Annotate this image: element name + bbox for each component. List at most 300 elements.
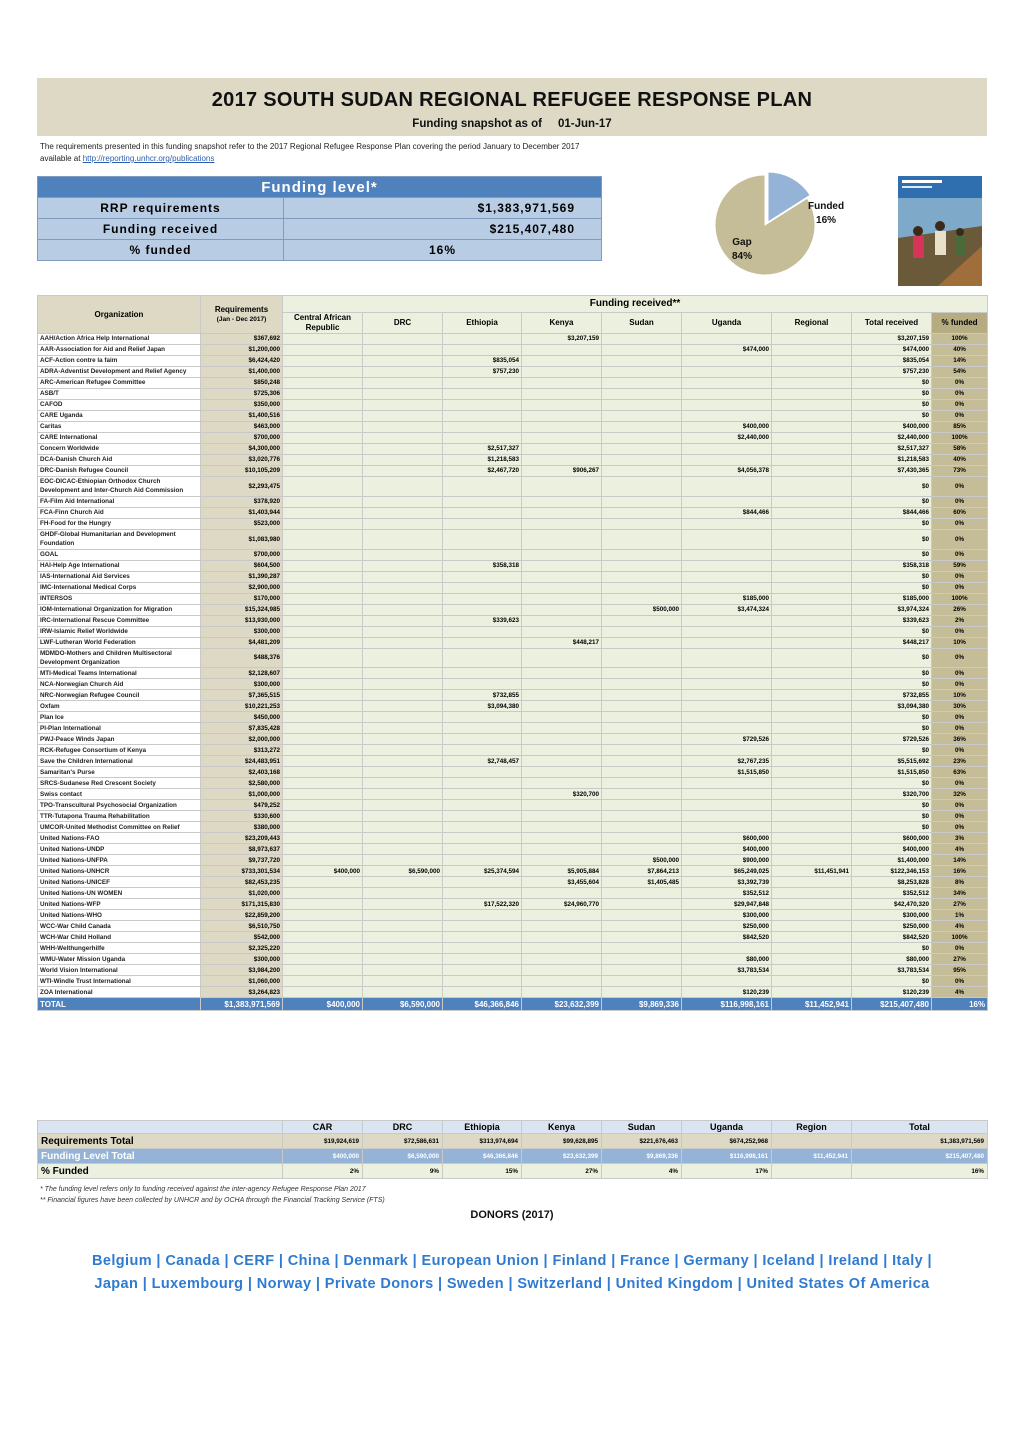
value-cell: $600,000 [682, 833, 772, 844]
value-cell [522, 345, 602, 356]
table-row [38, 976, 988, 987]
value-cell [522, 422, 602, 433]
summary-header-cell: Kenya [522, 1121, 602, 1134]
value-cell [682, 615, 772, 626]
value-cell [522, 888, 602, 899]
value-cell [363, 571, 443, 582]
value-cell [772, 668, 852, 679]
value-cell [682, 943, 772, 954]
value-cell: $300,000 [682, 910, 772, 921]
value-cell [522, 855, 602, 866]
value-cell [522, 943, 602, 954]
value-cell: 0% [932, 745, 988, 756]
value-cell: $835,054 [852, 356, 932, 367]
value-cell [283, 910, 363, 921]
value-cell [772, 433, 852, 444]
value-cell: 10% [932, 690, 988, 701]
value-cell [363, 800, 443, 811]
table-row [38, 455, 988, 466]
value-cell: $2,128,607 [201, 668, 283, 679]
subtitle-text: Funding snapshot as of [412, 118, 542, 130]
value-cell [682, 582, 772, 593]
value-cell [772, 604, 852, 615]
col-country: Regional [772, 313, 852, 334]
col-country: Uganda [682, 313, 772, 334]
value-cell [283, 422, 363, 433]
value-cell: 16% [932, 866, 988, 877]
summary-value-cell: $1,383,971,569 [852, 1134, 988, 1149]
pie-gap-label [732, 236, 752, 264]
value-cell [363, 822, 443, 833]
page-title: 2017 SOUTH SUDAN REGIONAL REFUGEE RESPONSE PLAN [211, 89, 813, 111]
value-cell [283, 756, 363, 767]
value-cell: $339,623 [852, 615, 932, 626]
value-cell [682, 400, 772, 411]
table-row [38, 507, 988, 518]
table-row [38, 648, 988, 668]
value-cell: $0 [852, 976, 932, 987]
value-cell [363, 433, 443, 444]
value-cell [522, 921, 602, 932]
value-cell [363, 789, 443, 800]
value-cell [602, 637, 682, 648]
value-cell: 0% [932, 679, 988, 690]
value-cell [443, 712, 522, 723]
value-cell [772, 455, 852, 466]
value-cell: 14% [932, 855, 988, 866]
summary-label-cell: Requirements Total [38, 1134, 283, 1149]
table-row [38, 866, 988, 877]
summary-value-cell: $9,869,336 [602, 1149, 682, 1164]
table-row [38, 756, 988, 767]
value-cell [522, 549, 602, 560]
value-cell [363, 648, 443, 668]
value-cell [602, 367, 682, 378]
value-cell: $0 [852, 411, 932, 422]
value-cell [602, 549, 682, 560]
total-cell: $1,383,971,569 [201, 998, 283, 1011]
value-cell [283, 767, 363, 778]
value-cell [522, 378, 602, 389]
percent-funded-label: % funded [38, 240, 284, 261]
value-cell [522, 954, 602, 965]
value-cell [682, 626, 772, 637]
value-cell [283, 679, 363, 690]
value-cell [602, 582, 682, 593]
total-cell: $46,366,846 [443, 998, 522, 1011]
value-cell [443, 507, 522, 518]
table-row [38, 712, 988, 723]
value-cell [772, 734, 852, 745]
value-cell: $0 [852, 400, 932, 411]
table-row [38, 778, 988, 789]
value-cell: $400,000 [852, 422, 932, 433]
value-cell: $10,221,253 [201, 701, 283, 712]
value-cell: $42,470,320 [852, 899, 932, 910]
summary-table [37, 1120, 988, 1179]
value-cell [363, 455, 443, 466]
value-cell: $1,403,944 [201, 507, 283, 518]
value-cell [522, 582, 602, 593]
publications-link[interactable]: http://reporting.unhcr.org/publications [82, 154, 215, 163]
value-cell [602, 593, 682, 604]
value-cell [443, 582, 522, 593]
col-percent-funded: % funded [932, 313, 988, 334]
org-name-cell: ACF-Action contre la faim [38, 356, 201, 367]
value-cell: 0% [932, 822, 988, 833]
value-cell [602, 400, 682, 411]
summary-value-cell: $72,586,631 [363, 1134, 443, 1149]
org-name-cell: CARE Uganda [38, 411, 201, 422]
value-cell [283, 778, 363, 789]
value-cell: $0 [852, 477, 932, 497]
value-cell [602, 954, 682, 965]
value-cell [283, 356, 363, 367]
value-cell [772, 582, 852, 593]
value-cell [443, 833, 522, 844]
total-cell: $116,998,161 [682, 998, 772, 1011]
value-cell [443, 334, 522, 345]
summary-value-cell: $19,924,619 [283, 1134, 363, 1149]
summary-value-cell: 16% [852, 1164, 988, 1179]
value-cell: $350,000 [201, 400, 283, 411]
org-name-cell: Samaritan's Purse [38, 767, 201, 778]
value-cell: $82,453,235 [201, 877, 283, 888]
value-cell: $500,000 [602, 604, 682, 615]
value-cell [602, 734, 682, 745]
value-cell [682, 455, 772, 466]
total-cell: $400,000 [283, 998, 363, 1011]
value-cell: $250,000 [682, 921, 772, 932]
value-cell [522, 756, 602, 767]
value-cell: $0 [852, 518, 932, 529]
value-cell [283, 800, 363, 811]
value-cell: 0% [932, 800, 988, 811]
value-cell [363, 899, 443, 910]
value-cell [522, 910, 602, 921]
summary-label-cell: Funding Level Total [38, 1149, 283, 1164]
footnotes [40, 1184, 385, 1206]
table-row [38, 877, 988, 888]
funding-table-body [38, 334, 988, 1011]
table-row [38, 604, 988, 615]
total-cell: $23,632,399 [522, 998, 602, 1011]
value-cell: $3,020,776 [201, 455, 283, 466]
value-cell [522, 734, 602, 745]
value-cell [602, 529, 682, 549]
value-cell [772, 976, 852, 987]
value-cell [363, 477, 443, 497]
value-cell [772, 444, 852, 455]
value-cell [522, 455, 602, 466]
value-cell: 23% [932, 756, 988, 767]
value-cell [283, 549, 363, 560]
value-cell [283, 345, 363, 356]
value-cell: $300,000 [201, 954, 283, 965]
col-country: Central African Republic [283, 313, 363, 334]
value-cell: $23,209,443 [201, 833, 283, 844]
table-row [38, 954, 988, 965]
value-cell: $7,835,428 [201, 723, 283, 734]
total-cell: $6,590,000 [363, 998, 443, 1011]
value-cell [443, 987, 522, 998]
org-name-cell: Oxfam [38, 701, 201, 712]
table-row [38, 593, 988, 604]
value-cell: $474,000 [682, 345, 772, 356]
value-cell: $850,248 [201, 378, 283, 389]
value-cell: $13,930,000 [201, 615, 283, 626]
value-cell [772, 549, 852, 560]
value-cell [602, 455, 682, 466]
value-cell: 30% [932, 701, 988, 712]
value-cell: $1,400,000 [201, 367, 283, 378]
value-cell [602, 334, 682, 345]
table-row [38, 921, 988, 932]
value-cell [283, 637, 363, 648]
org-name-cell: GHDF-Global Humanitarian and Development Foundation [38, 529, 201, 549]
value-cell [772, 593, 852, 604]
value-cell: $185,000 [682, 593, 772, 604]
value-cell [772, 422, 852, 433]
value-cell [682, 477, 772, 497]
org-name-cell: DRC-Danish Refugee Council [38, 466, 201, 477]
value-cell: 3% [932, 833, 988, 844]
org-name-cell: United Nations-UNHCR [38, 866, 201, 877]
value-cell [443, 518, 522, 529]
table-row [38, 723, 988, 734]
org-name-cell: ZOA International [38, 987, 201, 998]
value-cell [283, 723, 363, 734]
value-cell [682, 679, 772, 690]
pie-funded-label [808, 200, 844, 228]
value-cell: $120,239 [852, 987, 932, 998]
value-cell [443, 411, 522, 422]
org-name-cell: INTERSOS [38, 593, 201, 604]
value-cell [602, 690, 682, 701]
value-cell [522, 800, 602, 811]
table-row [38, 679, 988, 690]
value-cell: $24,483,951 [201, 756, 283, 767]
org-name-cell: PWJ-Peace Winds Japan [38, 734, 201, 745]
value-cell [363, 529, 443, 549]
value-cell [772, 811, 852, 822]
value-cell [602, 444, 682, 455]
org-name-cell: IAS-International Aid Services [38, 571, 201, 582]
value-cell [283, 507, 363, 518]
value-cell [682, 723, 772, 734]
table-row [38, 745, 988, 756]
value-cell: $0 [852, 668, 932, 679]
value-cell [522, 822, 602, 833]
value-cell [682, 571, 772, 582]
value-cell: $500,000 [602, 855, 682, 866]
value-cell [443, 976, 522, 987]
value-cell: $358,318 [443, 560, 522, 571]
org-name-cell: FA-Film Aid International [38, 496, 201, 507]
value-cell [682, 668, 772, 679]
value-cell: 0% [932, 529, 988, 549]
table-row [38, 734, 988, 745]
value-cell [363, 943, 443, 954]
value-cell: $1,000,000 [201, 789, 283, 800]
value-cell: $400,000 [682, 422, 772, 433]
value-cell: $474,000 [852, 345, 932, 356]
value-cell: $5,905,884 [522, 866, 602, 877]
value-cell [443, 921, 522, 932]
value-cell [522, 507, 602, 518]
value-cell: $844,466 [682, 507, 772, 518]
summary-value-cell: 9% [363, 1164, 443, 1179]
value-cell: 4% [932, 987, 988, 998]
value-cell: $7,864,213 [602, 866, 682, 877]
value-cell [283, 712, 363, 723]
value-cell [772, 745, 852, 756]
table-row [38, 334, 988, 345]
value-cell [283, 466, 363, 477]
value-cell [443, 626, 522, 637]
org-name-cell: IMC-International Medical Corps [38, 582, 201, 593]
org-name-cell: TTR-Tutapona Trauma Rehabilitation [38, 811, 201, 822]
value-cell [363, 593, 443, 604]
funded-percent: 16% [816, 215, 837, 226]
value-cell [602, 965, 682, 976]
value-cell: $0 [852, 529, 932, 549]
value-cell [602, 756, 682, 767]
table-row [38, 466, 988, 477]
col-country: Kenya [522, 313, 602, 334]
value-cell: $0 [852, 822, 932, 833]
value-cell [443, 932, 522, 943]
table-row [38, 822, 988, 833]
col-country: DRC [363, 313, 443, 334]
value-cell [363, 668, 443, 679]
value-cell [772, 855, 852, 866]
value-cell [283, 668, 363, 679]
summary-value-cell: 2% [283, 1164, 363, 1179]
footnote-2: ** Financial figures have been collected by UNHCR and by OCHA through the Financial Tracking Service (FTS) [40, 1197, 385, 1204]
value-cell: $2,403,168 [201, 767, 283, 778]
col-requirements-sub: (Jan - Dec 2017) [216, 315, 267, 323]
table-row [38, 615, 988, 626]
value-cell [363, 811, 443, 822]
value-cell [363, 745, 443, 756]
org-name-cell: Save the Children International [38, 756, 201, 767]
value-cell: 0% [932, 549, 988, 560]
org-name-cell: NRC-Norwegian Refugee Council [38, 690, 201, 701]
value-cell [772, 778, 852, 789]
table-row [38, 571, 988, 582]
value-cell [522, 976, 602, 987]
value-cell: 0% [932, 668, 988, 679]
value-cell [682, 529, 772, 549]
value-cell [772, 690, 852, 701]
value-cell [363, 615, 443, 626]
value-cell [283, 518, 363, 529]
value-cell [682, 378, 772, 389]
table-row [38, 345, 988, 356]
org-name-cell: RCK-Refugee Consortium of Kenya [38, 745, 201, 756]
value-cell [363, 833, 443, 844]
value-cell [602, 422, 682, 433]
value-cell: 59% [932, 560, 988, 571]
value-cell [443, 910, 522, 921]
value-cell [363, 466, 443, 477]
value-cell [772, 615, 852, 626]
value-cell [363, 626, 443, 637]
value-cell: $2,440,000 [682, 433, 772, 444]
value-cell [772, 965, 852, 976]
value-cell: 10% [932, 637, 988, 648]
value-cell [363, 496, 443, 507]
summary-value-cell: 17% [682, 1164, 772, 1179]
value-cell [682, 822, 772, 833]
value-cell [772, 334, 852, 345]
value-cell: $320,700 [522, 789, 602, 800]
value-cell [772, 560, 852, 571]
value-cell [443, 549, 522, 560]
value-cell [602, 822, 682, 833]
value-cell [443, 778, 522, 789]
value-cell: $0 [852, 378, 932, 389]
value-cell: $463,000 [201, 422, 283, 433]
value-cell: $358,318 [852, 560, 932, 571]
value-cell: $400,000 [283, 866, 363, 877]
summary-row [38, 1149, 988, 1164]
value-cell [522, 477, 602, 497]
value-cell [283, 899, 363, 910]
value-cell [443, 855, 522, 866]
table-row [38, 378, 988, 389]
value-cell [602, 778, 682, 789]
value-cell [283, 571, 363, 582]
value-cell [602, 518, 682, 529]
value-cell [443, 529, 522, 549]
summary-header-cell: DRC [363, 1121, 443, 1134]
org-name-cell: WCC-War Child Canada [38, 921, 201, 932]
org-name-cell: LWF-Lutheran World Federation [38, 637, 201, 648]
value-cell [772, 679, 852, 690]
table-row [38, 811, 988, 822]
value-cell [363, 910, 443, 921]
value-cell: 100% [932, 932, 988, 943]
value-cell [363, 844, 443, 855]
org-name-cell: United Nations-FAO [38, 833, 201, 844]
value-cell [443, 345, 522, 356]
value-cell: 0% [932, 778, 988, 789]
value-cell: 27% [932, 954, 988, 965]
summary-value-cell [772, 1164, 852, 1179]
value-cell [283, 844, 363, 855]
value-cell: 0% [932, 518, 988, 529]
value-cell [283, 833, 363, 844]
value-cell [363, 855, 443, 866]
table-row [38, 888, 988, 899]
value-cell [443, 604, 522, 615]
value-cell [363, 987, 443, 998]
value-cell [363, 400, 443, 411]
gap-percent: 84% [732, 251, 753, 262]
summary-row [38, 1134, 988, 1149]
funding-table [37, 295, 988, 1011]
report-cover-image [898, 176, 982, 286]
value-cell: $1,020,000 [201, 888, 283, 899]
summary-value-cell: 4% [602, 1164, 682, 1179]
table-row [38, 549, 988, 560]
table-row [38, 400, 988, 411]
value-cell [283, 701, 363, 712]
value-cell [522, 518, 602, 529]
value-cell [682, 712, 772, 723]
